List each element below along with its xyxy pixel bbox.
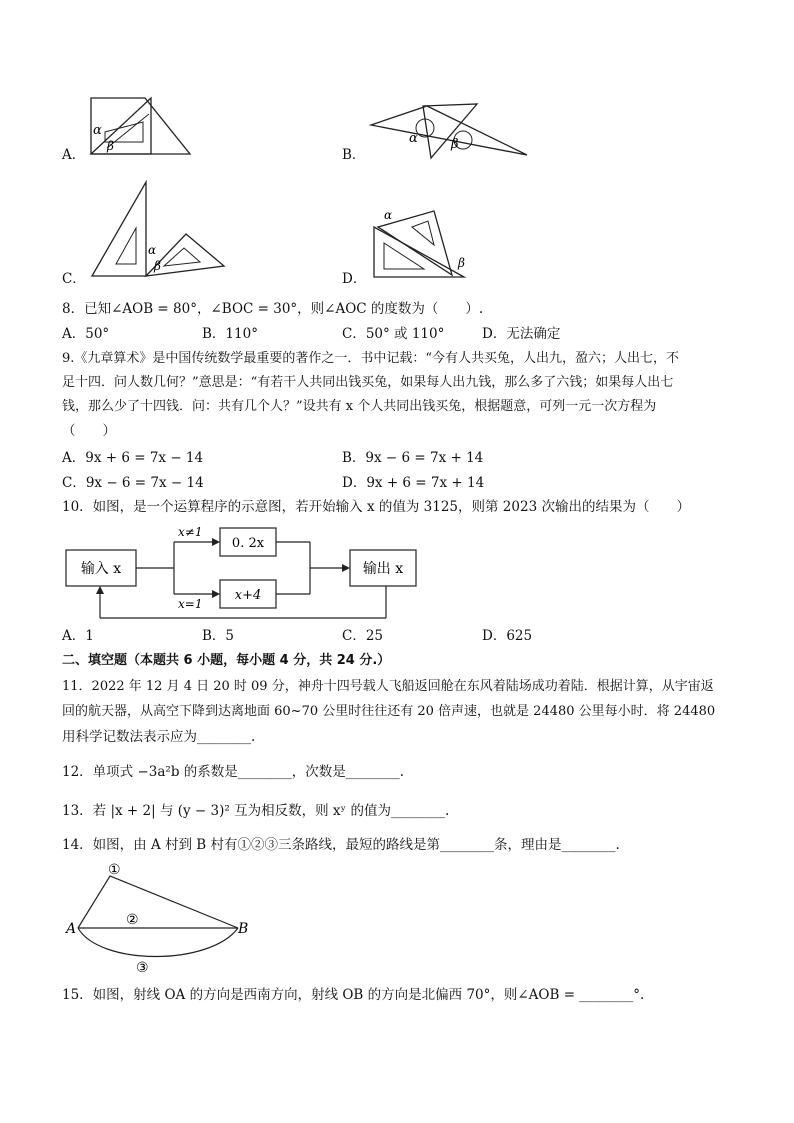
flow-output-label: 输出 x xyxy=(362,561,404,577)
q8-option-b: B．110° xyxy=(202,326,258,342)
q15-stem: 15．如图，射线 OA 的方向是西南方向，射线 OB 的方向是北偏西 70°，则∠AOB = ________°. xyxy=(62,987,645,1003)
flow-box-bottom-label: x+4 xyxy=(234,588,262,603)
q7-figure-c xyxy=(88,178,230,282)
q11-line-2: 回的航天器，从高空下降到达离地面 60~70 公里时往往还有 20 倍声速，也就是 24480 公里每小时．将 24480 xyxy=(62,704,716,719)
flow-cond-bottom: x=1 xyxy=(178,597,203,611)
section-2-title: 二、填空题（本题共 6 小题，每小题 4 分，共 24 分.） xyxy=(62,653,391,668)
flow-input-label: 输入 x xyxy=(80,561,122,577)
q7-figure-d xyxy=(368,205,480,283)
q9-line-3: 钱，那么少了十四钱．问：共有几个人？”设共有 x 个人共同出钱买兔，根据题意，可列一元一次方程为 xyxy=(62,399,657,414)
route-3 xyxy=(78,928,238,957)
q7-a-alpha: α xyxy=(93,123,102,138)
q7-figure-a xyxy=(85,92,197,158)
q7-option-a-label: A． xyxy=(62,147,86,163)
q10-option-b: B．5 xyxy=(202,628,235,644)
q10-option-a: A．1 xyxy=(62,628,94,644)
q10-option-d: D．625 xyxy=(482,628,533,644)
q8-option-c: C．50° 或 110° xyxy=(342,326,445,342)
q7-figure-b xyxy=(365,100,533,160)
q14-stem: 14．如图，由 A 村到 B 村有①②③三条路线，最短的路线是第________条，理由是________. xyxy=(62,837,620,853)
q7-c-beta: β xyxy=(154,259,161,273)
q13-stem: 13．若 |x + 2| 与 (y − 3)² 互为相反数，则 xʸ 的值为________. xyxy=(62,803,450,819)
q10-option-c: C．25 xyxy=(342,628,384,644)
q9-option-a: A．9x + 6 = 7x − 14 xyxy=(62,450,204,466)
q8-option-d: D．无法确定 xyxy=(482,326,561,342)
q7-b-alpha: α xyxy=(409,131,418,146)
q7-option-b-label: B． xyxy=(342,147,366,163)
q9-line-2: 足十四．问人数几何？”意思是：“有若干人共同出钱买兔，如果每人出九钱，那么多了六钱；如果每人出七 xyxy=(62,375,674,390)
route-2-label: ② xyxy=(126,912,139,928)
q9-option-d: D．9x + 6 = 7x + 14 xyxy=(342,475,485,491)
q8-option-a: A．50° xyxy=(62,326,110,342)
q14-route-figure xyxy=(60,860,260,980)
q7-option-c-label: C． xyxy=(62,271,86,287)
q9-line-4: （ ） xyxy=(62,423,116,439)
q11-line-3: 用科学记数法表示应为________. xyxy=(62,729,256,745)
q12-stem: 12．单项式 −3a²b 的系数是________，次数是________. xyxy=(62,764,405,780)
q10-stem: 10．如图，是一个运算程序的示意图，若开始输入 x 的值为 3125，则第 2023 次输出的结果为（ ） xyxy=(62,499,690,515)
point-b-label: B xyxy=(238,921,249,937)
route-3-label: ③ xyxy=(136,960,149,976)
q7-a-beta: β xyxy=(107,139,114,153)
route-1 xyxy=(78,876,238,928)
q9-line-1: 9.《九章算术》是中国传统数学最重要的著作之一．书中记载：“今有人共买兔，人出九，盈六；人出七，不 xyxy=(62,351,680,366)
q7-d-alpha: α xyxy=(384,208,393,222)
q7-c-alpha: α xyxy=(148,243,157,257)
q7-option-d-label: D． xyxy=(342,271,367,287)
q7-b-beta: β xyxy=(451,137,459,152)
q10-flowchart xyxy=(60,522,430,624)
flow-cond-top: x≠1 xyxy=(178,525,203,539)
flow-box-top-label: 0. 2x xyxy=(231,536,265,551)
point-a-label: A xyxy=(66,921,77,937)
q11-line-1: 11．2022 年 12 月 4 日 20 时 09 分，神舟十四号载人飞船返回舱在东风着陆场成功着陆．根据计算，从宇宙返 xyxy=(62,679,714,694)
q8-stem: 8．已知∠AOB = 80°，∠BOC = 30°，则∠AOC 的度数为（ ）. xyxy=(62,301,484,317)
q9-option-c: C．9x − 6 = 7x − 14 xyxy=(62,475,204,491)
route-1-label: ① xyxy=(108,862,121,878)
q7-d-beta: β xyxy=(458,256,465,270)
q9-option-b: B．9x − 6 = 7x + 14 xyxy=(342,450,484,466)
